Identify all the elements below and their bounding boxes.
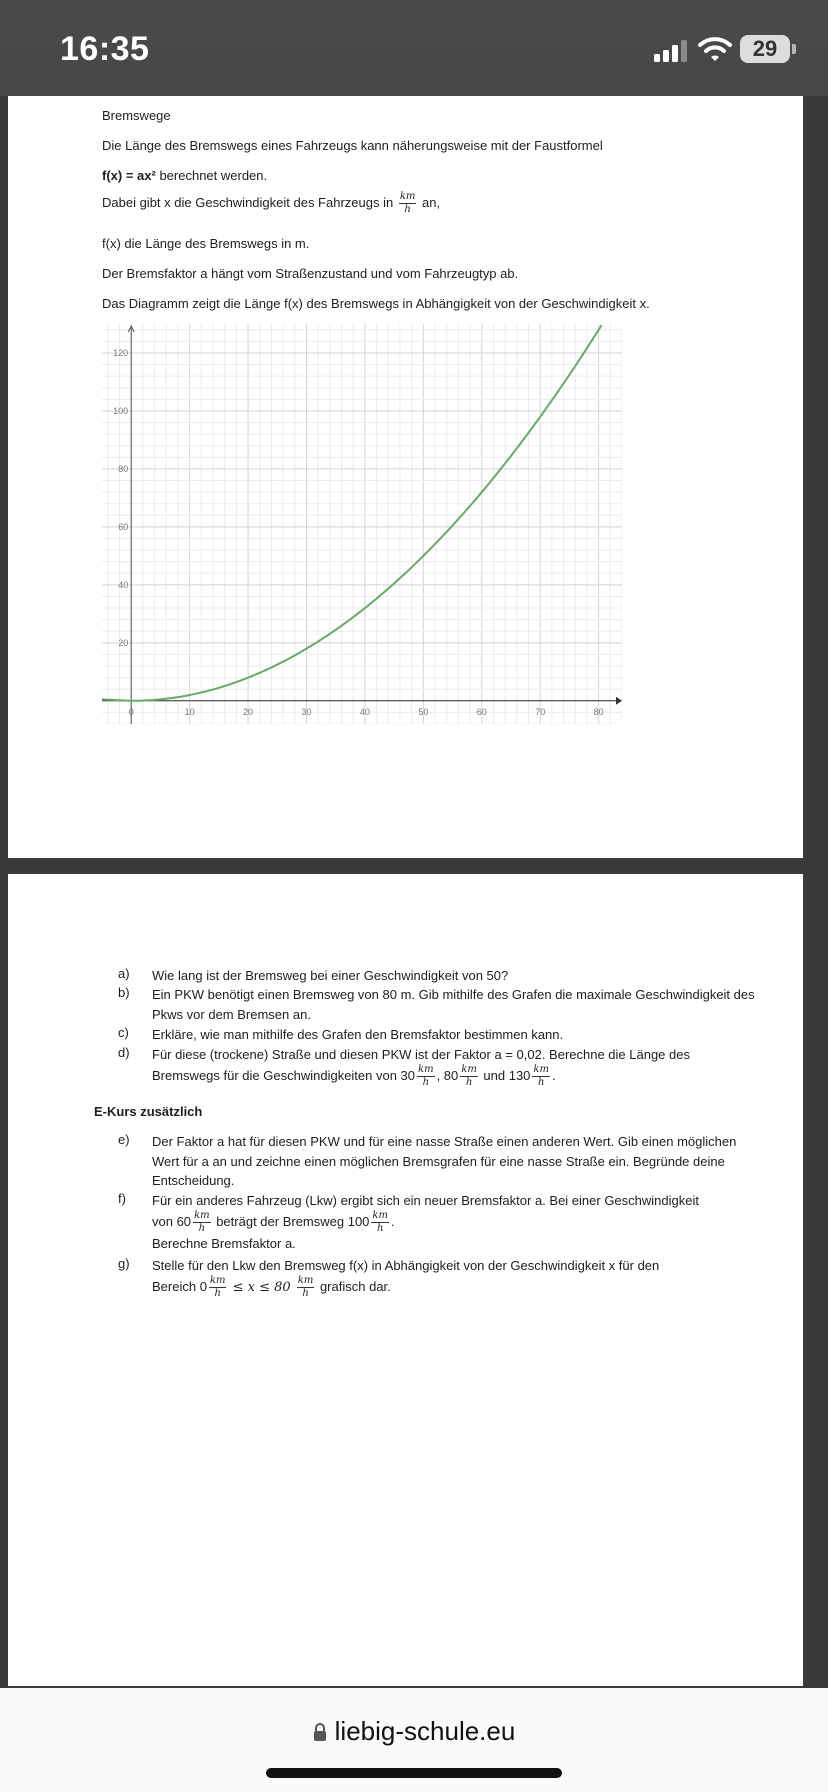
formula-rest: berechnet werden. <box>155 168 268 183</box>
unit-numerator: km <box>372 1209 388 1221</box>
y-tick-label: 20 <box>118 637 129 648</box>
question-f-text-a: Für ein anderes Fahrzeug (Lkw) ergibt sich ein neuer Bremsfaktor a. Bei einer Geschwindigkeit <box>152 1193 699 1208</box>
unit-denominator: h <box>422 1076 430 1088</box>
cellular-signal-icon <box>654 40 690 62</box>
unit-numerator: km <box>399 191 416 202</box>
question-f-text-c: Berechne Bremsfaktor a. <box>152 1235 296 1251</box>
question-letter: g) <box>118 1256 130 1271</box>
question-f-text-b2: beträgt der Bremsweg 100 <box>212 1213 370 1229</box>
unit-denominator: h <box>302 1287 309 1299</box>
battery-nub <box>792 44 796 54</box>
x-tick-label: 40 <box>359 706 370 717</box>
question-g-text-b3: grafisch dar. <box>316 1278 391 1294</box>
battery-icon: 29 <box>740 35 790 63</box>
x-tick-label: 50 <box>418 706 429 717</box>
unit-denominator: h <box>404 204 411 215</box>
status-time: 16:35 <box>60 30 150 68</box>
unit-fraction <box>209 1276 227 1299</box>
question-text: Wie lang ist der Bremsweg bei einer Geschwindigkeit von 50? <box>152 968 509 983</box>
unit-fraction <box>532 1065 550 1088</box>
question-letter: f) <box>118 1191 126 1206</box>
y-tick-label: 80 <box>118 463 129 474</box>
x-tick-label: 80 <box>593 706 604 717</box>
browser-bottom-bar <box>0 1688 828 1792</box>
question-d-text-b1: Bremswegs für die Geschwindigkeiten von 30 <box>152 1067 416 1083</box>
y-tick-label: 40 <box>118 579 129 590</box>
x-tick-label: 20 <box>243 706 254 717</box>
factor-line: Der Bremsfaktor a hängt vom Straßenzustand und vom Fahrzeugtyp ab. <box>102 266 519 281</box>
unit-fraction <box>460 1065 478 1088</box>
url-text: liebig-schule.eu <box>334 1716 516 1746</box>
unit-numerator: km <box>533 1063 549 1075</box>
length-line: f(x) die Länge des Bremswegs in m. <box>102 236 310 251</box>
unit-fraction <box>399 192 417 215</box>
question-g-text-b2: ≤ x ≤ 80 <box>228 1279 295 1295</box>
unit-denominator: h <box>198 1222 206 1234</box>
speed-unit-text-a: Dabei gibt x die Geschwindigkeit des Fahrzeugs in <box>102 194 397 210</box>
question-d-text-b4: . <box>551 1067 556 1083</box>
question-text <box>152 1191 762 1253</box>
question-d-text-a: Für diese (trockene) Straße und diesen PKW ist der Faktor a = 0,02. Berechne die Länge des <box>152 1047 690 1062</box>
x-axis-arrow <box>616 697 622 705</box>
question-g-text-a: Stelle für den Lkw den Bremsweg f(x) in Abhängigkeit von der Geschwindigkeit x für den <box>152 1258 660 1273</box>
x-tick-label: 30 <box>301 706 312 717</box>
question-letter: d) <box>118 1045 130 1060</box>
question-g-text-b1: Bereich 0 <box>152 1278 207 1294</box>
intro-line: Die Länge des Bremswegs eines Fahrzeugs kann näherungsweise mit der Faustformel <box>102 138 603 153</box>
formula-line <box>102 168 267 183</box>
unit-numerator: km <box>461 1063 477 1075</box>
question-letter: e) <box>118 1132 130 1147</box>
question-letter: c) <box>118 1025 129 1040</box>
question-text <box>152 1045 762 1088</box>
series-line <box>102 325 602 701</box>
question-f-text-b1: von 60 <box>152 1213 192 1229</box>
unit-numerator: km <box>209 1274 226 1286</box>
question-text: Der Faktor a hat für diesen PKW und für eine nasse Straße einen anderen Wert. Gib einen möglichen Wert für a an und zeichne einen möglichen Bremsgrafen für eine nasse Straße ein. Begründe deine Entscheidung. <box>152 1134 737 1188</box>
y-tick-label: 120 <box>113 347 129 358</box>
x-tick-label: 60 <box>476 706 487 717</box>
question-d-text-b3: und 130 <box>479 1067 531 1083</box>
x-tick-label: 10 <box>184 706 195 717</box>
question-text <box>152 1256 762 1299</box>
unit-denominator: h <box>537 1076 545 1088</box>
question-text: Ein PKW benötigt einen Bremsweg von 80 m. Gib mithilfe des Grafen die maximale Geschwindigkeit des Pkws vor dem Bremsen an. <box>152 987 755 1022</box>
question-text: Erkläre, wie man mithilfe des Grafen den Bremsfaktor bestimmen kann. <box>152 1027 564 1042</box>
page-title: Bremswege <box>102 108 171 123</box>
unit-denominator: h <box>465 1076 473 1088</box>
y-tick-label: 60 <box>118 521 129 532</box>
unit-fraction <box>193 1211 211 1234</box>
lock-icon <box>313 1723 327 1741</box>
unit-fraction <box>417 1065 435 1088</box>
x-tick-label: 0 <box>128 706 134 717</box>
unit-numerator: km <box>418 1063 434 1075</box>
home-indicator[interactable] <box>266 1768 562 1778</box>
y-tick-label: 100 <box>113 405 129 416</box>
question-d-text-b2: , 80 <box>436 1067 459 1083</box>
unit-fraction <box>297 1276 315 1299</box>
status-bar <box>0 0 828 96</box>
unit-denominator: h <box>214 1287 221 1299</box>
x-tick-label: 70 <box>535 706 546 717</box>
question-letter: b) <box>118 985 130 1000</box>
question-letter: a) <box>118 966 130 981</box>
unit-numerator: km <box>194 1209 210 1221</box>
wifi-icon <box>698 36 732 62</box>
address-bar[interactable] <box>0 1716 828 1747</box>
formula: f(x) = ax² <box>102 168 156 183</box>
ekurs-heading: E-Kurs zusätzlich <box>94 1104 203 1119</box>
speed-unit-text-b: an, <box>418 194 441 210</box>
speed-unit-line <box>102 192 440 215</box>
unit-fraction <box>371 1211 389 1234</box>
brake-distance-chart <box>102 324 622 724</box>
document-page-1 <box>8 96 803 858</box>
question-f-text-b3: . <box>390 1213 395 1229</box>
unit-numerator: km <box>297 1274 314 1286</box>
diagram-line: Das Diagramm zeigt die Länge f(x) des Bremswegs in Abhängigkeit von der Geschwindigkeit x. <box>102 296 650 311</box>
unit-denominator: h <box>376 1222 384 1234</box>
